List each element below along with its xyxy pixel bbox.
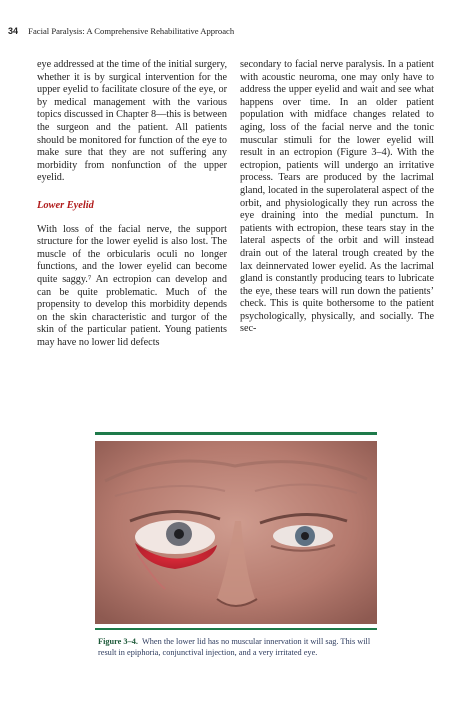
figure-bottom-rule: [95, 628, 377, 630]
left-paragraph-1: eye addressed at the time of the initial surgery, whether it is by surgical intervention for the upper eyelid to facilitate closure of the eye, or by medical management with the various topics discussed in Chapter 8—this is between the surgeon and the patient. All patients should be monitored for function of the eye to make sure that they are not suffering any morbidity from nonfunction of the upper eyelid.: [37, 59, 227, 184]
right-paragraph-1: secondary to facial nerve paralysis. In a patient with acoustic neuroma, one may only have to address the upper eyelid and wait and see what happens over time. In an older patient population with midface changes related to aging, loss of the facial nerve and the tonic muscular stimuli for the lower eyelid will result in an ectropion (Figure 3–4). With the ectropion, patients will undergo an irritative process. Tears are produced by the lacrimal gland, located in the superolateral aspect of the orbit, and physiologically they run across the eye draining into the medial punctum. In patients with ectropion, these tears stay in the lateral aspects of the orbit and will instead drain out of the lateral trough created by the lax deinnervated lower eyelid. As the lacrimal gland is constantly producing tears to lubricate the eye, these tears will run down the patients’ check. This is quite bothersome to the patient psychologically, physically, and socially. The sec-: [240, 59, 434, 335]
section-heading-lower-eyelid: Lower Eyelid: [37, 199, 94, 211]
figure-caption-text: When the lower lid has no muscular innervation it will sag. This will result in epiphoria, conjunctival injection, and a very irritated eye.: [98, 637, 371, 657]
left-column: [37, 59, 227, 349]
running-header: [8, 26, 234, 36]
face-photo-illustration: [95, 441, 377, 624]
left-paragraph-2: With loss of the facial nerve, the support structure for the lower eyelid is also lost. The muscle of the orbicularis oculi no longer functions, and the lower eyelid can become quite saggy.⁷ An ectropion can develop and can be quite problematic. Much of the propensity to develop this morbidity depends on the skin characteristic and turgor of the skin of the particular patient. Young patients may have no lower lid defects: [37, 223, 227, 348]
figure-photo: [95, 441, 377, 624]
figure-top-rule: [95, 432, 377, 435]
page-number: 34: [8, 26, 19, 36]
figure-caption: [98, 637, 376, 659]
right-column: [240, 59, 434, 336]
figure-label: Figure 3–4.: [98, 637, 138, 646]
running-title: Facial Paralysis: A Comprehensive Rehabilitative Approach: [28, 26, 235, 36]
